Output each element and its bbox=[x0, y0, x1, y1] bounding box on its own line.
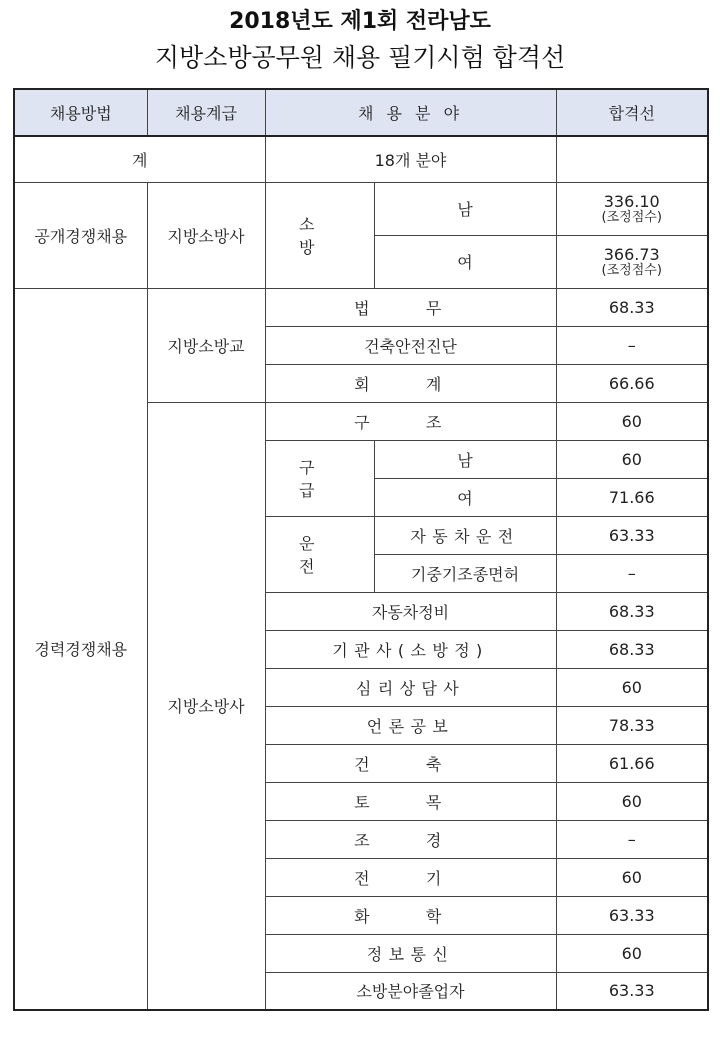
cutoff-emt-male: 60 bbox=[556, 440, 708, 478]
cutoff-electric: 60 bbox=[556, 858, 708, 896]
field-engineer: 기관사(소방정) bbox=[265, 630, 556, 668]
cutoff-car-maint: 68.33 bbox=[556, 592, 708, 630]
cutoff-architecture: 61.66 bbox=[556, 744, 708, 782]
title-line-2: 지방소방공무원 채용 필기시험 합격선 bbox=[154, 43, 566, 72]
cutoff-engineer: 68.33 bbox=[556, 630, 708, 668]
cutoff-accounting: 66.66 bbox=[556, 364, 708, 402]
cutoff-pr: 78.33 bbox=[556, 706, 708, 744]
field-accounting: 회 계 bbox=[265, 364, 556, 402]
field-chemistry: 화 학 bbox=[265, 896, 556, 934]
cutoff-building-safety: – bbox=[556, 326, 708, 364]
field-rescue: 구 조 bbox=[265, 402, 556, 440]
total-cutoff bbox=[556, 136, 708, 182]
field-electric: 전 기 bbox=[265, 858, 556, 896]
cutoff-emt-female: 71.66 bbox=[556, 478, 708, 516]
field-law: 법 무 bbox=[265, 288, 556, 326]
cutoff-law: 68.33 bbox=[556, 288, 708, 326]
career-grade-sa: 지방소방사 bbox=[147, 402, 265, 1010]
field-driving-car: 자동차운전 bbox=[374, 516, 556, 554]
open-female-cutoff bbox=[556, 235, 708, 288]
open-male-cutoff bbox=[556, 182, 708, 235]
field-car-maint: 자동차정비 bbox=[265, 592, 556, 630]
field-driving-heavy: 기중기조종면허 bbox=[374, 554, 556, 592]
total-row bbox=[14, 136, 708, 182]
field-counselor: 심리상담사 bbox=[265, 668, 556, 706]
table-row bbox=[14, 288, 708, 326]
open-female-label: 여 bbox=[374, 235, 556, 288]
field-fire-grad: 소방분야졸업자 bbox=[265, 972, 556, 1010]
table-row bbox=[14, 182, 708, 235]
cutoff-counselor: 60 bbox=[556, 668, 708, 706]
field-landscape: 조 경 bbox=[265, 820, 556, 858]
total-fields: 18개 분야 bbox=[265, 136, 556, 182]
cutoff-landscape: – bbox=[556, 820, 708, 858]
cutoff-civil: 60 bbox=[556, 782, 708, 820]
header-cutoff: 합격선 bbox=[556, 89, 708, 136]
field-building-safety: 건축안전진단 bbox=[265, 326, 556, 364]
cutoff-driving-car: 63.33 bbox=[556, 516, 708, 554]
open-male-note: (조정점수) bbox=[601, 209, 662, 225]
open-male-score: 336.10 bbox=[603, 191, 660, 211]
field-emt-male: 남 bbox=[374, 440, 556, 478]
header-grade: 채용계급 bbox=[147, 89, 265, 136]
cutoff-rescue: 60 bbox=[556, 402, 708, 440]
field-architecture: 건 축 bbox=[265, 744, 556, 782]
total-label: 계 bbox=[14, 136, 265, 182]
field-emt-group: 구 급 bbox=[265, 440, 374, 516]
cutoff-it: 60 bbox=[556, 934, 708, 972]
cutoff-driving-heavy: – bbox=[556, 554, 708, 592]
open-female-note: (조정점수) bbox=[601, 262, 662, 278]
header-method: 채용방법 bbox=[14, 89, 147, 136]
cutoff-chemistry: 63.33 bbox=[556, 896, 708, 934]
open-female-score: 366.73 bbox=[603, 244, 660, 264]
header-field: 채 용 분 야 bbox=[265, 89, 556, 136]
open-field: 소 방 bbox=[265, 182, 374, 288]
field-driving-group: 운 전 bbox=[265, 516, 374, 592]
field-civil: 토 목 bbox=[265, 782, 556, 820]
open-grade: 지방소방사 bbox=[147, 182, 265, 288]
cutoff-table bbox=[13, 88, 709, 1011]
field-it: 정보통신 bbox=[265, 934, 556, 972]
field-emt-female: 여 bbox=[374, 478, 556, 516]
career-method: 경력경쟁채용 bbox=[14, 288, 147, 1010]
field-pr: 언론공보 bbox=[265, 706, 556, 744]
open-male-label: 남 bbox=[374, 182, 556, 235]
career-grade-gyo: 지방소방교 bbox=[147, 288, 265, 402]
header-row bbox=[14, 89, 708, 136]
open-method: 공개경쟁채용 bbox=[14, 182, 147, 288]
cutoff-fire-grad: 63.33 bbox=[556, 972, 708, 1010]
title-line-1: 2018년도 제1회 전라남도 bbox=[229, 9, 491, 34]
